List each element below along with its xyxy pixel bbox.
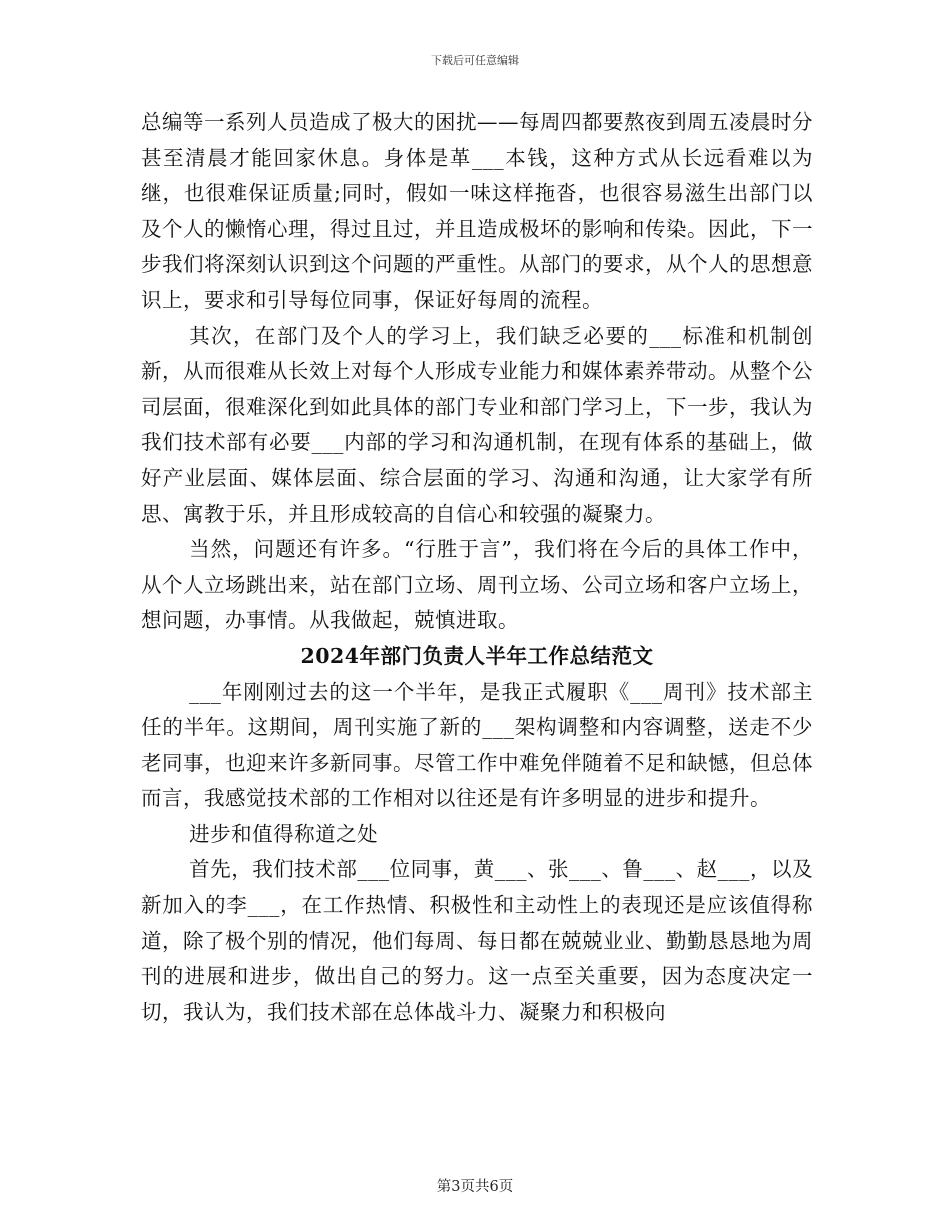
paragraph-1: 总编等一系列人员造成了极大的困扰——每周四都要熬夜到周五凌晨时分甚至清晨才能回家休息。身体是革___本钱，这种方式从长远看难以为继，也很难保证质量;同时，假如一味这样拖沓，也很容易滋生出部门以及个人的懒惰心理，得过且过，并且造成极坏的影响和传染。因此，下一步我们将深刻认识到这个问题的严重性。从部门的要求，从个人的思想意识上，要求和引导每位同事，保证好每周的流程。 — [141, 110, 813, 312]
paragraph-5: 首先，我们技术部___位同事，黄___、张___、鲁___、赵___，以及新加入的李___，在工作热情、积极性和主动性上的表现还是应该值得称道，除了极个别的情况，他们每周、每日都在兢兢业业、勤勤恳恳地为周刊的进展和进步，做出自己的努力。这一点至关重要，因为态度决定一切，我认为，我们技术部在总体战斗力、凝聚力和积极向 — [141, 857, 813, 1024]
paragraph-2: 其次，在部门及个人的学习上，我们缺乏必要的___标准和机制创新，从而很难从长效上对每个人形成专业能力和媒体素养带动。从整个公司层面，很难深化到如此具体的部门专业和部门学习上，下一步，我认为我们技术部有必要___内部的学习和沟通机制，在现有体系的基础上，做好产业层面、媒体层面、综合层面的学习、沟通和沟通，让大家学有所思、寓教于乐，并且形成较高的自信心和较强的凝聚力。 — [141, 323, 813, 526]
page-header-note: 下载后可任意编辑 — [431, 54, 519, 67]
section-title: 2024年部门负责人半年工作总结范文 — [300, 643, 654, 668]
page-number-footer: 第3页共6页 — [436, 1179, 514, 1195]
paragraph-3: 当然，问题还有许多。“行胜于言”，我们将在今后的具体工作中，从个人立场跳出来，站在部门立场、周刊立场、公司立场和客户立场上，想问题，办事情。从我做起，兢慎进取。 — [141, 537, 813, 633]
document-body — [141, 105, 813, 1030]
paragraph-4: ___年刚刚过去的这一个半年，是我正式履职《___周刊》技术部主任的半年。这期间，周刊实施了新的___架构调整和内容调整，送走不少老同事，也迎来许多新同事。尽管工作中难免伴随着不足和缺憾，但总体而言，我感觉技术部的工作相对以往还是有许多明显的进步和提升。 — [141, 679, 813, 811]
subheading: 进步和值得称道之处 — [189, 821, 379, 846]
